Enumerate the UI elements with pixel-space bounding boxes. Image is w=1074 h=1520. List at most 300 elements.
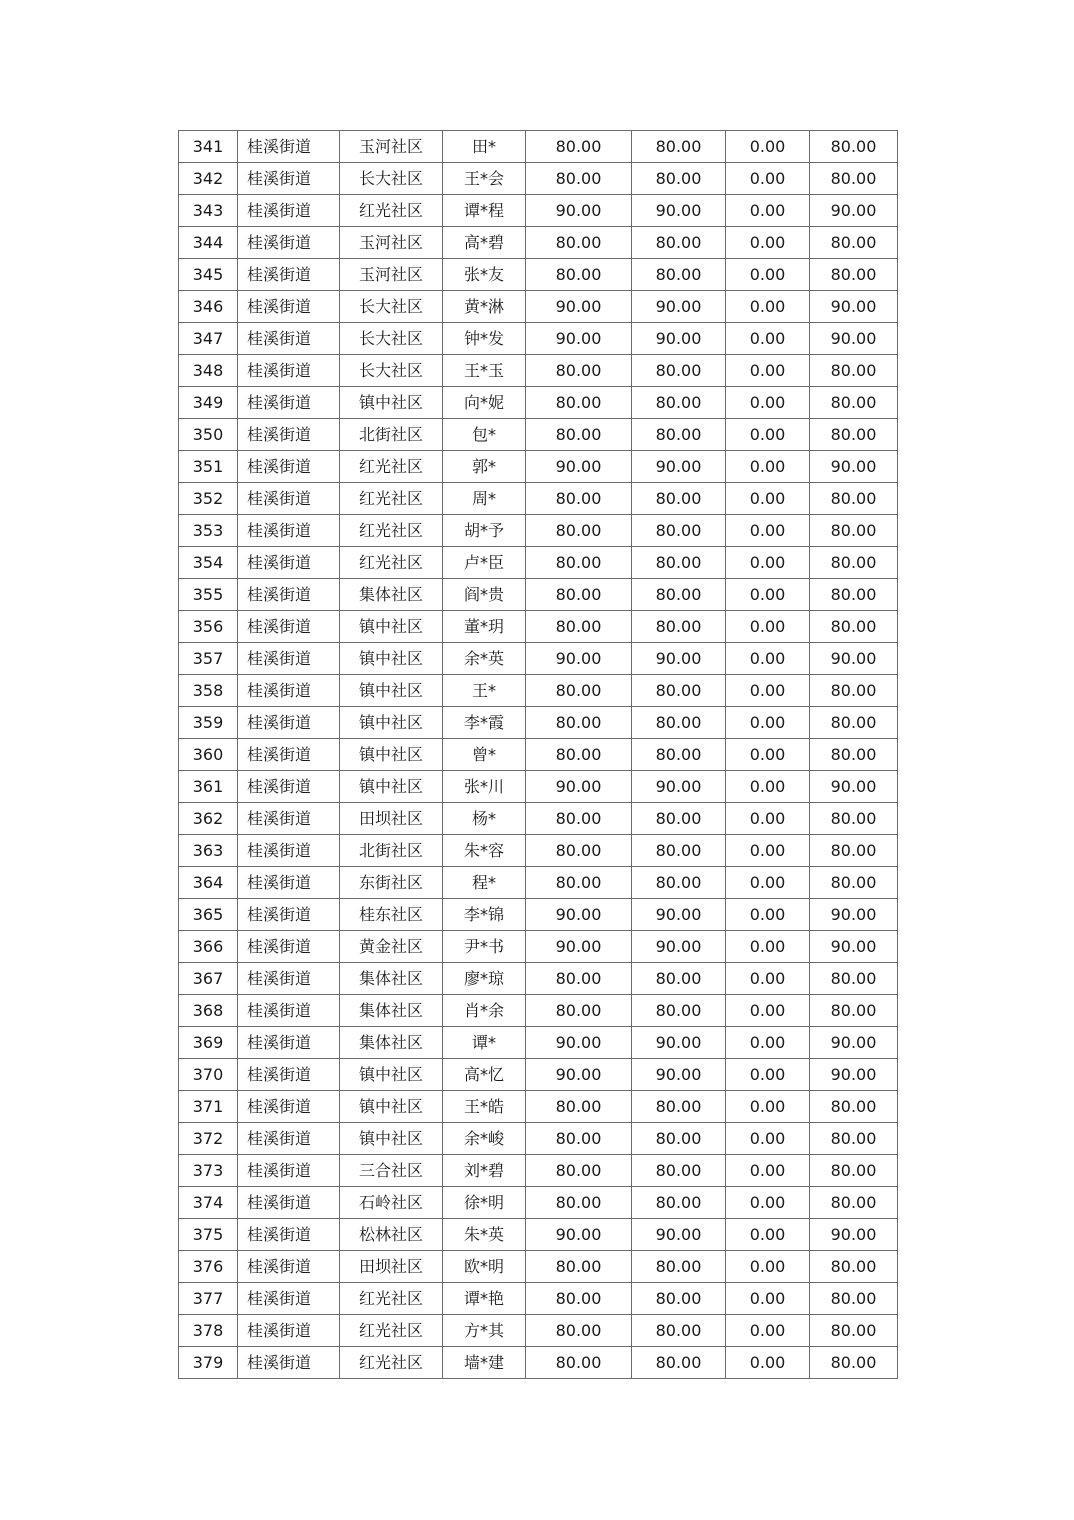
amount-cell: 80.00 bbox=[526, 515, 632, 547]
name-cell: 王*玉 bbox=[443, 355, 526, 387]
community-cell: 北街社区 bbox=[340, 835, 443, 867]
name-cell: 余*峻 bbox=[443, 1123, 526, 1155]
amount-cell: 0.00 bbox=[726, 387, 810, 419]
amount-cell: 80.00 bbox=[526, 707, 632, 739]
amount-cell: 80.00 bbox=[526, 131, 632, 163]
community-cell: 田坝社区 bbox=[340, 803, 443, 835]
amount-cell: 90.00 bbox=[810, 1059, 898, 1091]
table-row bbox=[179, 803, 898, 835]
amount-cell: 0.00 bbox=[726, 355, 810, 387]
table-row bbox=[179, 163, 898, 195]
amount-cell: 0.00 bbox=[726, 931, 810, 963]
community-cell: 长大社区 bbox=[340, 323, 443, 355]
amount-cell: 80.00 bbox=[632, 547, 726, 579]
amount-cell: 0.00 bbox=[726, 643, 810, 675]
amount-cell: 90.00 bbox=[526, 291, 632, 323]
name-cell: 张*友 bbox=[443, 259, 526, 291]
street-cell: 桂溪街道 bbox=[238, 195, 340, 227]
name-cell: 高*忆 bbox=[443, 1059, 526, 1091]
community-cell: 镇中社区 bbox=[340, 771, 443, 803]
amount-cell: 80.00 bbox=[810, 227, 898, 259]
name-cell: 向*妮 bbox=[443, 387, 526, 419]
street-cell: 桂溪街道 bbox=[238, 1155, 340, 1187]
amount-cell: 80.00 bbox=[632, 259, 726, 291]
name-cell: 董*玥 bbox=[443, 611, 526, 643]
table-row bbox=[179, 419, 898, 451]
name-cell: 徐*明 bbox=[443, 1187, 526, 1219]
amount-cell: 80.00 bbox=[810, 355, 898, 387]
amount-cell: 0.00 bbox=[726, 1059, 810, 1091]
name-cell: 高*碧 bbox=[443, 227, 526, 259]
row-index: 349 bbox=[179, 387, 238, 419]
table-row bbox=[179, 1091, 898, 1123]
name-cell: 胡*予 bbox=[443, 515, 526, 547]
row-index: 345 bbox=[179, 259, 238, 291]
street-cell: 桂溪街道 bbox=[238, 483, 340, 515]
amount-cell: 80.00 bbox=[526, 835, 632, 867]
row-index: 371 bbox=[179, 1091, 238, 1123]
table-row bbox=[179, 1219, 898, 1251]
table-row bbox=[179, 931, 898, 963]
amount-cell: 80.00 bbox=[632, 515, 726, 547]
amount-cell: 80.00 bbox=[810, 1123, 898, 1155]
community-cell: 玉河社区 bbox=[340, 131, 443, 163]
community-cell: 红光社区 bbox=[340, 515, 443, 547]
row-index: 379 bbox=[179, 1347, 238, 1379]
street-cell: 桂溪街道 bbox=[238, 835, 340, 867]
table-row bbox=[179, 739, 898, 771]
amount-cell: 80.00 bbox=[632, 1187, 726, 1219]
community-cell: 红光社区 bbox=[340, 1347, 443, 1379]
table-row bbox=[179, 451, 898, 483]
name-cell: 尹*书 bbox=[443, 931, 526, 963]
amount-cell: 0.00 bbox=[726, 163, 810, 195]
community-cell: 镇中社区 bbox=[340, 1123, 443, 1155]
table-row bbox=[179, 963, 898, 995]
street-cell: 桂溪街道 bbox=[238, 547, 340, 579]
street-cell: 桂溪街道 bbox=[238, 643, 340, 675]
name-cell: 田* bbox=[443, 131, 526, 163]
table-row bbox=[179, 1059, 898, 1091]
amount-cell: 0.00 bbox=[726, 739, 810, 771]
row-index: 367 bbox=[179, 963, 238, 995]
community-cell: 田坝社区 bbox=[340, 1251, 443, 1283]
row-index: 362 bbox=[179, 803, 238, 835]
amount-cell: 90.00 bbox=[632, 771, 726, 803]
street-cell: 桂溪街道 bbox=[238, 387, 340, 419]
name-cell: 阎*贵 bbox=[443, 579, 526, 611]
amount-cell: 80.00 bbox=[810, 611, 898, 643]
table-row bbox=[179, 1315, 898, 1347]
amount-cell: 80.00 bbox=[632, 803, 726, 835]
amount-cell: 0.00 bbox=[726, 1347, 810, 1379]
amount-cell: 80.00 bbox=[632, 483, 726, 515]
row-index: 351 bbox=[179, 451, 238, 483]
table-row bbox=[179, 835, 898, 867]
amount-cell: 90.00 bbox=[810, 1219, 898, 1251]
amount-cell: 0.00 bbox=[726, 675, 810, 707]
amount-cell: 90.00 bbox=[632, 1059, 726, 1091]
street-cell: 桂溪街道 bbox=[238, 739, 340, 771]
street-cell: 桂溪街道 bbox=[238, 515, 340, 547]
name-cell: 杨* bbox=[443, 803, 526, 835]
amount-cell: 80.00 bbox=[526, 1155, 632, 1187]
community-cell: 红光社区 bbox=[340, 1283, 443, 1315]
table-row bbox=[179, 323, 898, 355]
amount-cell: 80.00 bbox=[810, 387, 898, 419]
name-cell: 王* bbox=[443, 675, 526, 707]
amount-cell: 90.00 bbox=[632, 323, 726, 355]
table-row bbox=[179, 611, 898, 643]
row-index: 353 bbox=[179, 515, 238, 547]
name-cell: 周* bbox=[443, 483, 526, 515]
amount-cell: 80.00 bbox=[810, 419, 898, 451]
amount-cell: 80.00 bbox=[526, 1347, 632, 1379]
amount-cell: 80.00 bbox=[526, 1123, 632, 1155]
community-cell: 桂东社区 bbox=[340, 899, 443, 931]
amount-cell: 80.00 bbox=[526, 1315, 632, 1347]
amount-cell: 0.00 bbox=[726, 579, 810, 611]
amount-cell: 90.00 bbox=[810, 899, 898, 931]
name-cell: 王*皓 bbox=[443, 1091, 526, 1123]
street-cell: 桂溪街道 bbox=[238, 931, 340, 963]
row-index: 358 bbox=[179, 675, 238, 707]
amount-cell: 90.00 bbox=[526, 195, 632, 227]
amount-cell: 90.00 bbox=[526, 771, 632, 803]
community-cell: 集体社区 bbox=[340, 963, 443, 995]
community-cell: 松林社区 bbox=[340, 1219, 443, 1251]
community-cell: 镇中社区 bbox=[340, 1091, 443, 1123]
amount-cell: 80.00 bbox=[526, 163, 632, 195]
amount-cell: 90.00 bbox=[810, 643, 898, 675]
amount-cell: 80.00 bbox=[526, 355, 632, 387]
table-row bbox=[179, 995, 898, 1027]
street-cell: 桂溪街道 bbox=[238, 611, 340, 643]
table-row bbox=[179, 579, 898, 611]
amount-cell: 80.00 bbox=[810, 867, 898, 899]
community-cell: 石岭社区 bbox=[340, 1187, 443, 1219]
data-table bbox=[178, 130, 898, 1379]
amount-cell: 90.00 bbox=[810, 195, 898, 227]
row-index: 342 bbox=[179, 163, 238, 195]
amount-cell: 0.00 bbox=[726, 1283, 810, 1315]
table-row bbox=[179, 355, 898, 387]
community-cell: 红光社区 bbox=[340, 547, 443, 579]
amount-cell: 80.00 bbox=[810, 1315, 898, 1347]
amount-cell: 80.00 bbox=[810, 259, 898, 291]
community-cell: 红光社区 bbox=[340, 483, 443, 515]
amount-cell: 80.00 bbox=[810, 963, 898, 995]
amount-cell: 80.00 bbox=[632, 675, 726, 707]
street-cell: 桂溪街道 bbox=[238, 707, 340, 739]
community-cell: 东街社区 bbox=[340, 867, 443, 899]
row-index: 377 bbox=[179, 1283, 238, 1315]
amount-cell: 0.00 bbox=[726, 451, 810, 483]
amount-cell: 80.00 bbox=[526, 1091, 632, 1123]
name-cell: 李*霞 bbox=[443, 707, 526, 739]
name-cell: 李*锦 bbox=[443, 899, 526, 931]
row-index: 361 bbox=[179, 771, 238, 803]
table-row bbox=[179, 131, 898, 163]
amount-cell: 80.00 bbox=[810, 1251, 898, 1283]
community-cell: 长大社区 bbox=[340, 355, 443, 387]
name-cell: 谭*程 bbox=[443, 195, 526, 227]
name-cell: 余*英 bbox=[443, 643, 526, 675]
amount-cell: 80.00 bbox=[632, 611, 726, 643]
street-cell: 桂溪街道 bbox=[238, 291, 340, 323]
name-cell: 朱*英 bbox=[443, 1219, 526, 1251]
amount-cell: 0.00 bbox=[726, 195, 810, 227]
amount-cell: 90.00 bbox=[810, 1027, 898, 1059]
amount-cell: 80.00 bbox=[810, 131, 898, 163]
amount-cell: 80.00 bbox=[810, 803, 898, 835]
amount-cell: 90.00 bbox=[810, 931, 898, 963]
row-index: 374 bbox=[179, 1187, 238, 1219]
row-index: 368 bbox=[179, 995, 238, 1027]
amount-cell: 80.00 bbox=[810, 579, 898, 611]
street-cell: 桂溪街道 bbox=[238, 1219, 340, 1251]
amount-cell: 0.00 bbox=[726, 419, 810, 451]
street-cell: 桂溪街道 bbox=[238, 1123, 340, 1155]
amount-cell: 80.00 bbox=[810, 739, 898, 771]
amount-cell: 80.00 bbox=[526, 1187, 632, 1219]
row-index: 344 bbox=[179, 227, 238, 259]
amount-cell: 80.00 bbox=[526, 739, 632, 771]
table-row bbox=[179, 1123, 898, 1155]
street-cell: 桂溪街道 bbox=[238, 1251, 340, 1283]
name-cell: 郭* bbox=[443, 451, 526, 483]
table-row bbox=[179, 1155, 898, 1187]
amount-cell: 80.00 bbox=[632, 1155, 726, 1187]
row-index: 366 bbox=[179, 931, 238, 963]
amount-cell: 80.00 bbox=[526, 419, 632, 451]
amount-cell: 0.00 bbox=[726, 1315, 810, 1347]
amount-cell: 80.00 bbox=[810, 483, 898, 515]
amount-cell: 80.00 bbox=[632, 1251, 726, 1283]
amount-cell: 80.00 bbox=[526, 803, 632, 835]
amount-cell: 0.00 bbox=[726, 131, 810, 163]
amount-cell: 0.00 bbox=[726, 963, 810, 995]
name-cell: 黄*淋 bbox=[443, 291, 526, 323]
name-cell: 包* bbox=[443, 419, 526, 451]
amount-cell: 80.00 bbox=[810, 515, 898, 547]
amount-cell: 90.00 bbox=[526, 1059, 632, 1091]
amount-cell: 0.00 bbox=[726, 707, 810, 739]
amount-cell: 0.00 bbox=[726, 1091, 810, 1123]
amount-cell: 0.00 bbox=[726, 611, 810, 643]
name-cell: 张*川 bbox=[443, 771, 526, 803]
row-index: 359 bbox=[179, 707, 238, 739]
amount-cell: 80.00 bbox=[632, 419, 726, 451]
street-cell: 桂溪街道 bbox=[238, 419, 340, 451]
table-row bbox=[179, 1027, 898, 1059]
community-cell: 集体社区 bbox=[340, 1027, 443, 1059]
name-cell: 墙*建 bbox=[443, 1347, 526, 1379]
table-row bbox=[179, 483, 898, 515]
amount-cell: 80.00 bbox=[632, 1315, 726, 1347]
community-cell: 北街社区 bbox=[340, 419, 443, 451]
amount-cell: 80.00 bbox=[632, 1091, 726, 1123]
name-cell: 程* bbox=[443, 867, 526, 899]
community-cell: 镇中社区 bbox=[340, 387, 443, 419]
amount-cell: 80.00 bbox=[810, 1347, 898, 1379]
amount-cell: 0.00 bbox=[726, 1123, 810, 1155]
row-index: 348 bbox=[179, 355, 238, 387]
row-index: 341 bbox=[179, 131, 238, 163]
table-row bbox=[179, 707, 898, 739]
amount-cell: 80.00 bbox=[632, 131, 726, 163]
name-cell: 谭*艳 bbox=[443, 1283, 526, 1315]
amount-cell: 0.00 bbox=[726, 899, 810, 931]
street-cell: 桂溪街道 bbox=[238, 1283, 340, 1315]
street-cell: 桂溪街道 bbox=[238, 1347, 340, 1379]
community-cell: 镇中社区 bbox=[340, 611, 443, 643]
name-cell: 廖*琼 bbox=[443, 963, 526, 995]
table-row bbox=[179, 1347, 898, 1379]
table-row bbox=[179, 1283, 898, 1315]
street-cell: 桂溪街道 bbox=[238, 227, 340, 259]
amount-cell: 80.00 bbox=[526, 547, 632, 579]
amount-cell: 80.00 bbox=[810, 163, 898, 195]
community-cell: 红光社区 bbox=[340, 1315, 443, 1347]
community-cell: 镇中社区 bbox=[340, 707, 443, 739]
name-cell: 肖*余 bbox=[443, 995, 526, 1027]
amount-cell: 90.00 bbox=[632, 195, 726, 227]
amount-cell: 90.00 bbox=[526, 1027, 632, 1059]
community-cell: 镇中社区 bbox=[340, 675, 443, 707]
name-cell: 刘*碧 bbox=[443, 1155, 526, 1187]
amount-cell: 90.00 bbox=[632, 451, 726, 483]
row-index: 375 bbox=[179, 1219, 238, 1251]
amount-cell: 80.00 bbox=[632, 739, 726, 771]
row-index: 346 bbox=[179, 291, 238, 323]
amount-cell: 80.00 bbox=[632, 1347, 726, 1379]
amount-cell: 90.00 bbox=[632, 931, 726, 963]
street-cell: 桂溪街道 bbox=[238, 451, 340, 483]
row-index: 343 bbox=[179, 195, 238, 227]
community-cell: 长大社区 bbox=[340, 291, 443, 323]
amount-cell: 80.00 bbox=[526, 387, 632, 419]
amount-cell: 80.00 bbox=[632, 963, 726, 995]
amount-cell: 80.00 bbox=[810, 1283, 898, 1315]
amount-cell: 80.00 bbox=[810, 995, 898, 1027]
amount-cell: 80.00 bbox=[526, 579, 632, 611]
table-row bbox=[179, 1251, 898, 1283]
street-cell: 桂溪街道 bbox=[238, 899, 340, 931]
row-index: 369 bbox=[179, 1027, 238, 1059]
street-cell: 桂溪街道 bbox=[238, 1187, 340, 1219]
name-cell: 卢*臣 bbox=[443, 547, 526, 579]
table-row bbox=[179, 899, 898, 931]
street-cell: 桂溪街道 bbox=[238, 675, 340, 707]
amount-cell: 80.00 bbox=[526, 227, 632, 259]
table-body bbox=[179, 131, 898, 1379]
street-cell: 桂溪街道 bbox=[238, 963, 340, 995]
table-row bbox=[179, 387, 898, 419]
table-row bbox=[179, 1187, 898, 1219]
street-cell: 桂溪街道 bbox=[238, 803, 340, 835]
amount-cell: 80.00 bbox=[632, 227, 726, 259]
amount-cell: 80.00 bbox=[526, 995, 632, 1027]
amount-cell: 0.00 bbox=[726, 227, 810, 259]
amount-cell: 90.00 bbox=[526, 323, 632, 355]
amount-cell: 80.00 bbox=[810, 835, 898, 867]
amount-cell: 90.00 bbox=[810, 323, 898, 355]
row-index: 372 bbox=[179, 1123, 238, 1155]
street-cell: 桂溪街道 bbox=[238, 771, 340, 803]
table-row bbox=[179, 515, 898, 547]
amount-cell: 0.00 bbox=[726, 1219, 810, 1251]
table-row bbox=[179, 291, 898, 323]
amount-cell: 90.00 bbox=[632, 1219, 726, 1251]
amount-cell: 90.00 bbox=[632, 643, 726, 675]
amount-cell: 0.00 bbox=[726, 483, 810, 515]
amount-cell: 80.00 bbox=[632, 707, 726, 739]
amount-cell: 80.00 bbox=[810, 547, 898, 579]
amount-cell: 80.00 bbox=[810, 707, 898, 739]
amount-cell: 80.00 bbox=[810, 1187, 898, 1219]
amount-cell: 80.00 bbox=[632, 835, 726, 867]
community-cell: 长大社区 bbox=[340, 163, 443, 195]
amount-cell: 80.00 bbox=[526, 1283, 632, 1315]
table-row bbox=[179, 675, 898, 707]
community-cell: 玉河社区 bbox=[340, 227, 443, 259]
amount-cell: 80.00 bbox=[526, 867, 632, 899]
amount-cell: 90.00 bbox=[526, 1219, 632, 1251]
name-cell: 朱*容 bbox=[443, 835, 526, 867]
street-cell: 桂溪街道 bbox=[238, 579, 340, 611]
table-row bbox=[179, 643, 898, 675]
amount-cell: 90.00 bbox=[810, 771, 898, 803]
street-cell: 桂溪街道 bbox=[238, 995, 340, 1027]
row-index: 356 bbox=[179, 611, 238, 643]
amount-cell: 0.00 bbox=[726, 771, 810, 803]
row-index: 355 bbox=[179, 579, 238, 611]
amount-cell: 0.00 bbox=[726, 515, 810, 547]
amount-cell: 0.00 bbox=[726, 291, 810, 323]
amount-cell: 0.00 bbox=[726, 1155, 810, 1187]
amount-cell: 90.00 bbox=[632, 1027, 726, 1059]
amount-cell: 0.00 bbox=[726, 835, 810, 867]
amount-cell: 80.00 bbox=[526, 1251, 632, 1283]
amount-cell: 80.00 bbox=[526, 611, 632, 643]
table-row bbox=[179, 771, 898, 803]
row-index: 347 bbox=[179, 323, 238, 355]
community-cell: 镇中社区 bbox=[340, 643, 443, 675]
amount-cell: 0.00 bbox=[726, 547, 810, 579]
row-index: 373 bbox=[179, 1155, 238, 1187]
community-cell: 玉河社区 bbox=[340, 259, 443, 291]
table-row bbox=[179, 547, 898, 579]
street-cell: 桂溪街道 bbox=[238, 131, 340, 163]
community-cell: 集体社区 bbox=[340, 995, 443, 1027]
row-index: 352 bbox=[179, 483, 238, 515]
table-row bbox=[179, 259, 898, 291]
amount-cell: 90.00 bbox=[810, 451, 898, 483]
row-index: 364 bbox=[179, 867, 238, 899]
row-index: 376 bbox=[179, 1251, 238, 1283]
street-cell: 桂溪街道 bbox=[238, 1027, 340, 1059]
amount-cell: 80.00 bbox=[810, 1155, 898, 1187]
amount-cell: 0.00 bbox=[726, 259, 810, 291]
amount-cell: 80.00 bbox=[526, 963, 632, 995]
street-cell: 桂溪街道 bbox=[238, 259, 340, 291]
community-cell: 红光社区 bbox=[340, 451, 443, 483]
name-cell: 谭* bbox=[443, 1027, 526, 1059]
table-row bbox=[179, 195, 898, 227]
amount-cell: 80.00 bbox=[526, 675, 632, 707]
amount-cell: 80.00 bbox=[526, 483, 632, 515]
